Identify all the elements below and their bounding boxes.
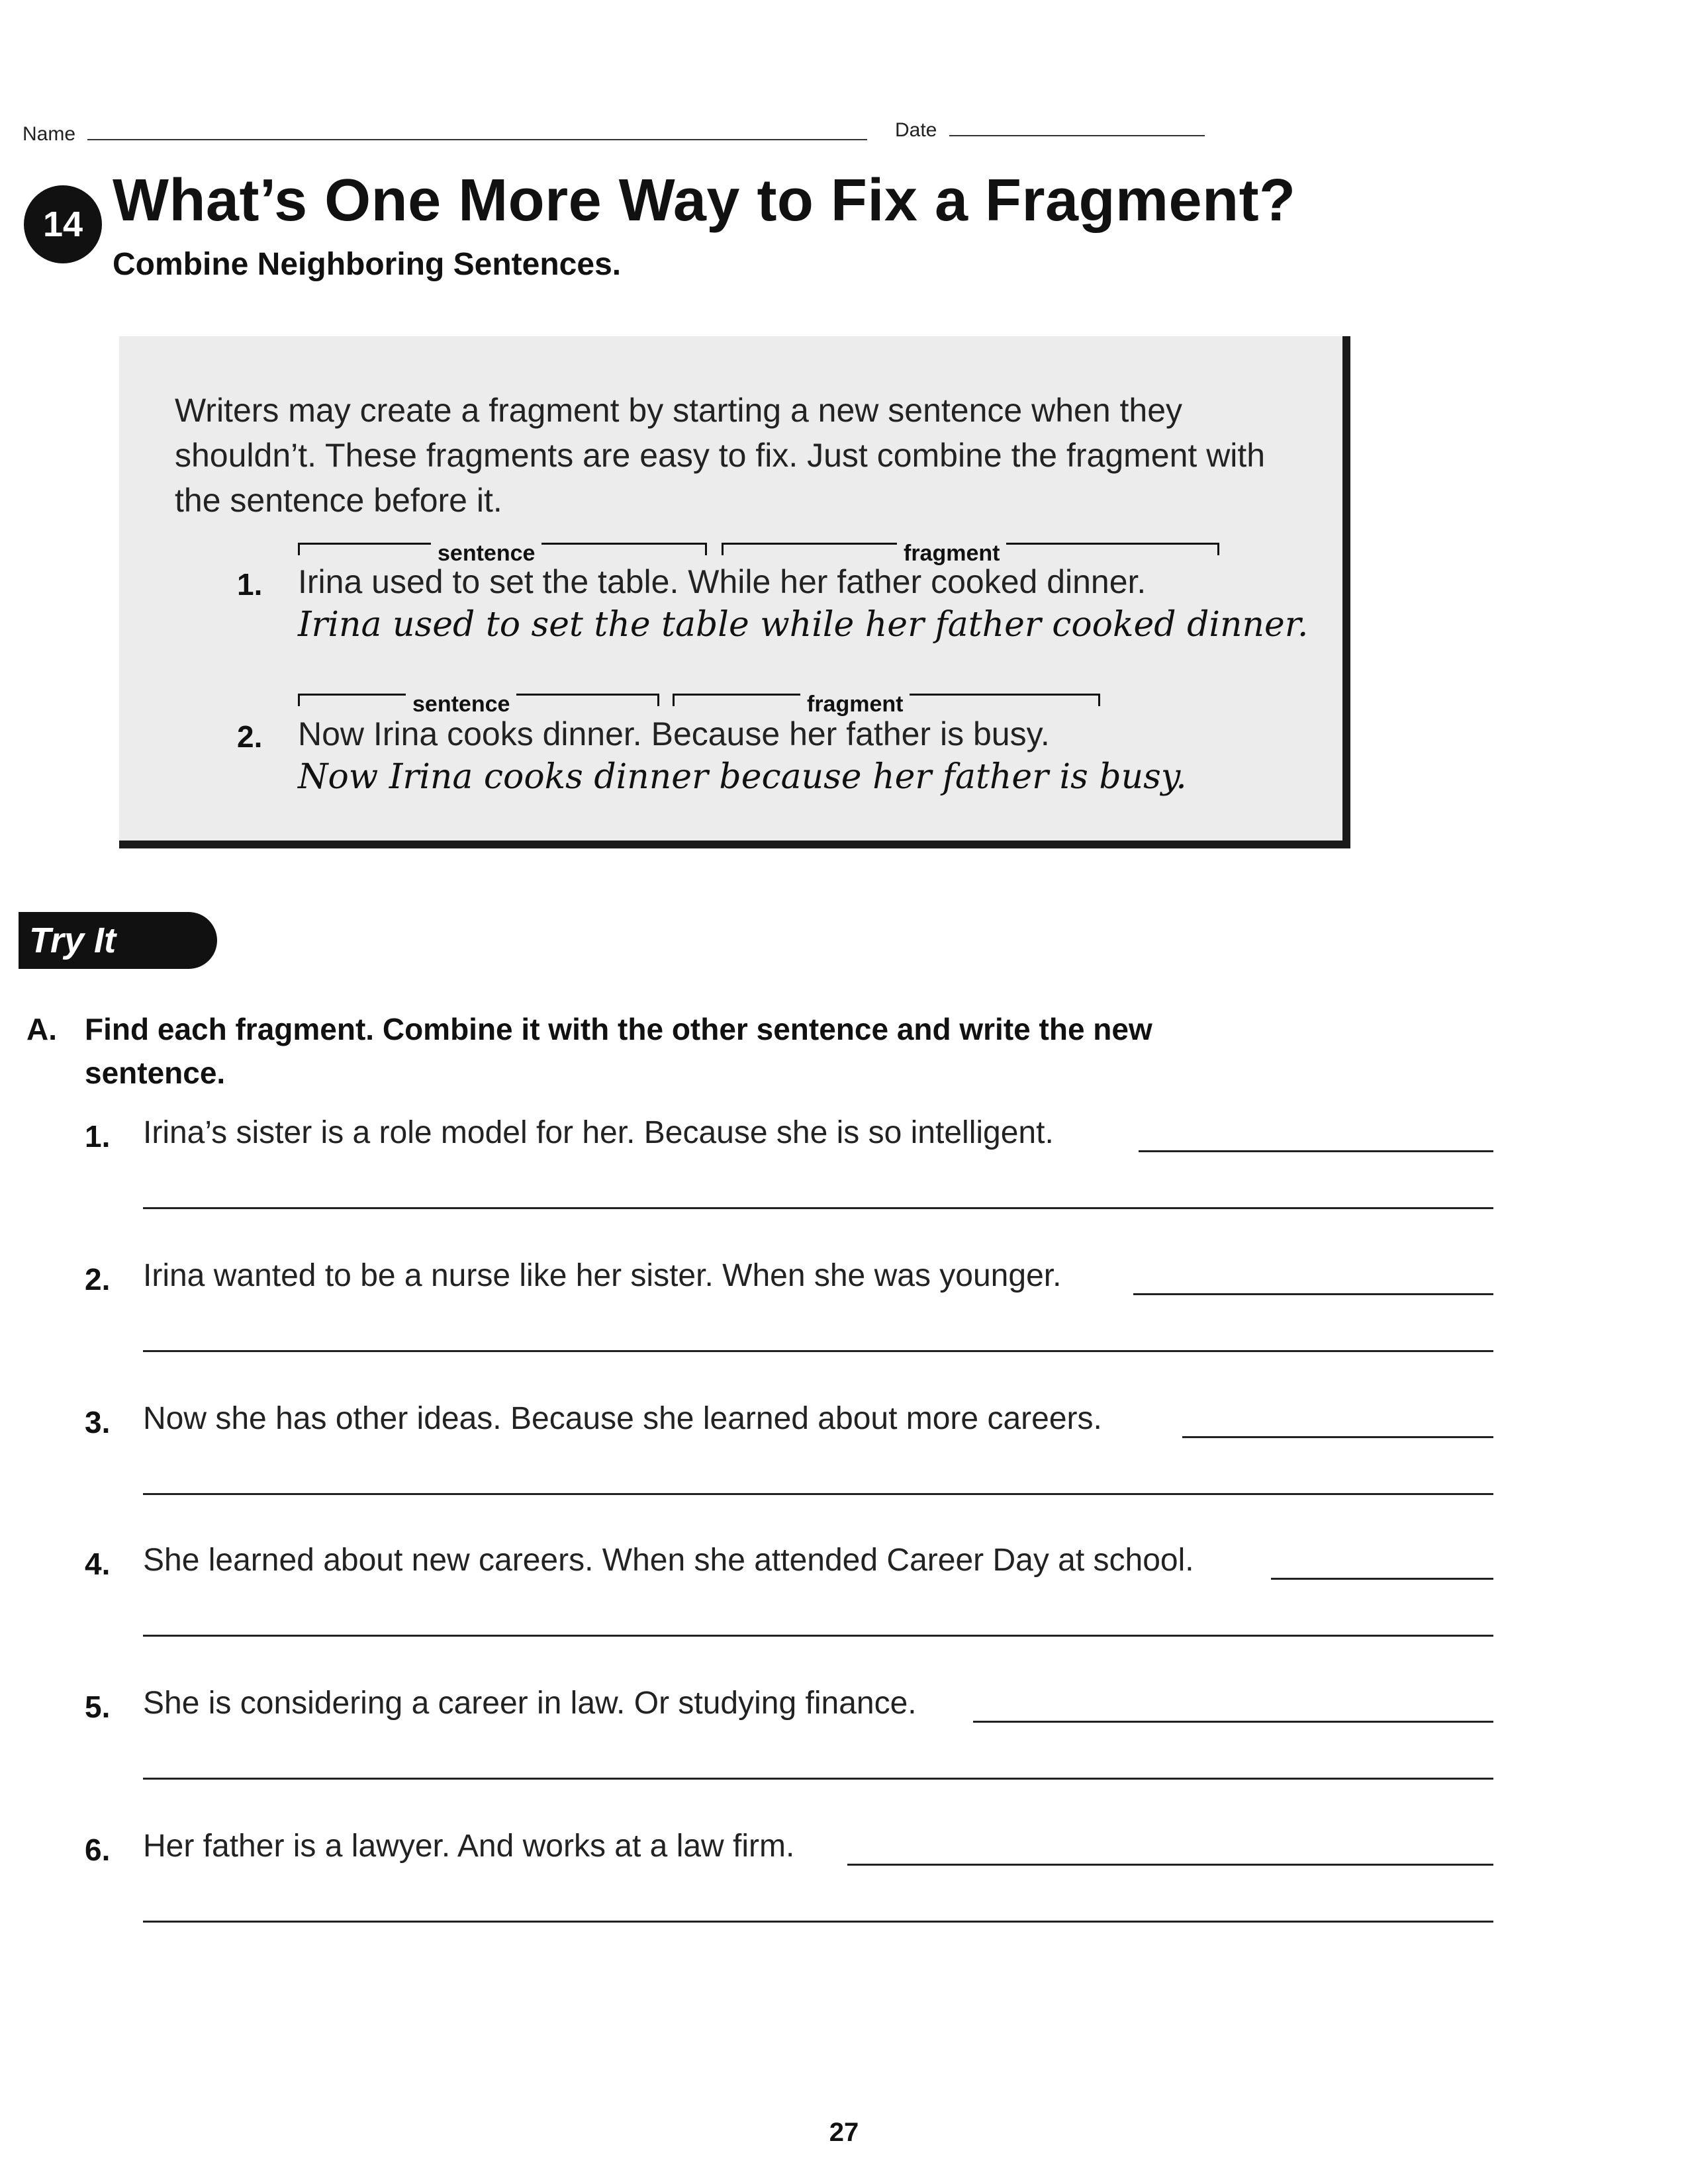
fragment-bracket-label: fragment [897, 541, 1006, 567]
section-letter: A. [26, 1012, 57, 1046]
item-1-text: Irina’s sister is a role model for her. Because she is so intelligent. [143, 1115, 1054, 1150]
item-4-number: 4. [85, 1547, 111, 1581]
item-5-text: She is considering a career in law. Or studying finance. [143, 1686, 917, 1721]
item-3-answer-line[interactable] [143, 1493, 1493, 1495]
sentence-bracket-label: sentence [406, 692, 516, 717]
example-1-text: Irina used to set the table. While her father cooked dinner. [298, 563, 1147, 600]
sentence-bracket [298, 692, 659, 717]
item-1-answer-line[interactable] [143, 1207, 1493, 1209]
item-6-text: Her father is a lawyer. And works at a law firm. [143, 1829, 795, 1864]
item-6-answer-line[interactable] [847, 1864, 1493, 1866]
name-field[interactable] [87, 139, 867, 140]
item-3-text: Now she has other ideas. Because she learned about more careers. [143, 1401, 1102, 1436]
fragment-bracket [722, 541, 1219, 566]
item-4-answer-line[interactable] [143, 1635, 1493, 1637]
item-4-text: She learned about new careers. When she attended Career Day at school. [143, 1543, 1194, 1578]
lesson-number-badge: 14 [24, 185, 102, 263]
item-3-number: 3. [85, 1405, 111, 1439]
example-intro: Writers may create a fragment by starting a new sentence when they shouldn’t. These fragments are easy to fix. Just combine the fragment with the sentence before it. [175, 392, 1266, 519]
sentence-bracket-label: sentence [431, 541, 541, 567]
example-2-number: 2. [237, 719, 263, 754]
item-2-number: 2. [85, 1262, 111, 1297]
example-box [119, 336, 1350, 848]
item-6-number: 6. [85, 1833, 111, 1867]
example-2-answer: Now Irina cooks dinner because her father is busy. [298, 757, 1187, 797]
date-field[interactable] [949, 135, 1205, 136]
item-1-number: 1. [85, 1119, 111, 1154]
name-label: Name [23, 123, 76, 145]
item-2-text: Irina wanted to be a nurse like her sister. When she was younger. [143, 1258, 1062, 1293]
item-4-answer-line[interactable] [1271, 1578, 1493, 1580]
try-it-tab: Try It [19, 912, 217, 969]
page-title: What’s One More Way to Fix a Fragment? [113, 167, 1296, 234]
example-2-text: Now Irina cooks dinner. Because her father is busy. [298, 715, 1050, 752]
fragment-bracket-label: fragment [800, 692, 910, 717]
section-instructions: Find each fragment. Combine it with the other sentence and write the new sentence. [85, 1012, 1152, 1090]
example-1-number: 1. [237, 567, 263, 602]
example-2-brackets [298, 684, 1357, 717]
item-3-answer-line[interactable] [1182, 1436, 1493, 1438]
item-2-answer-line[interactable] [1133, 1293, 1493, 1295]
date-label: Date [895, 119, 937, 141]
item-1-answer-line[interactable] [1139, 1150, 1493, 1152]
page-subtitle: Combine Neighboring Sentences. [113, 247, 622, 282]
example-1-answer: Irina used to set the table while her father cooked dinner. [298, 605, 1309, 645]
item-5-number: 5. [85, 1690, 111, 1724]
fragment-bracket [673, 692, 1100, 717]
item-5-answer-line[interactable] [143, 1778, 1493, 1780]
example-1-brackets [298, 533, 1357, 566]
item-6-answer-line[interactable] [143, 1921, 1493, 1923]
item-5-answer-line[interactable] [973, 1721, 1493, 1723]
item-2-answer-line[interactable] [143, 1350, 1493, 1352]
sentence-bracket [298, 541, 707, 566]
page-number: 27 [829, 2118, 859, 2147]
